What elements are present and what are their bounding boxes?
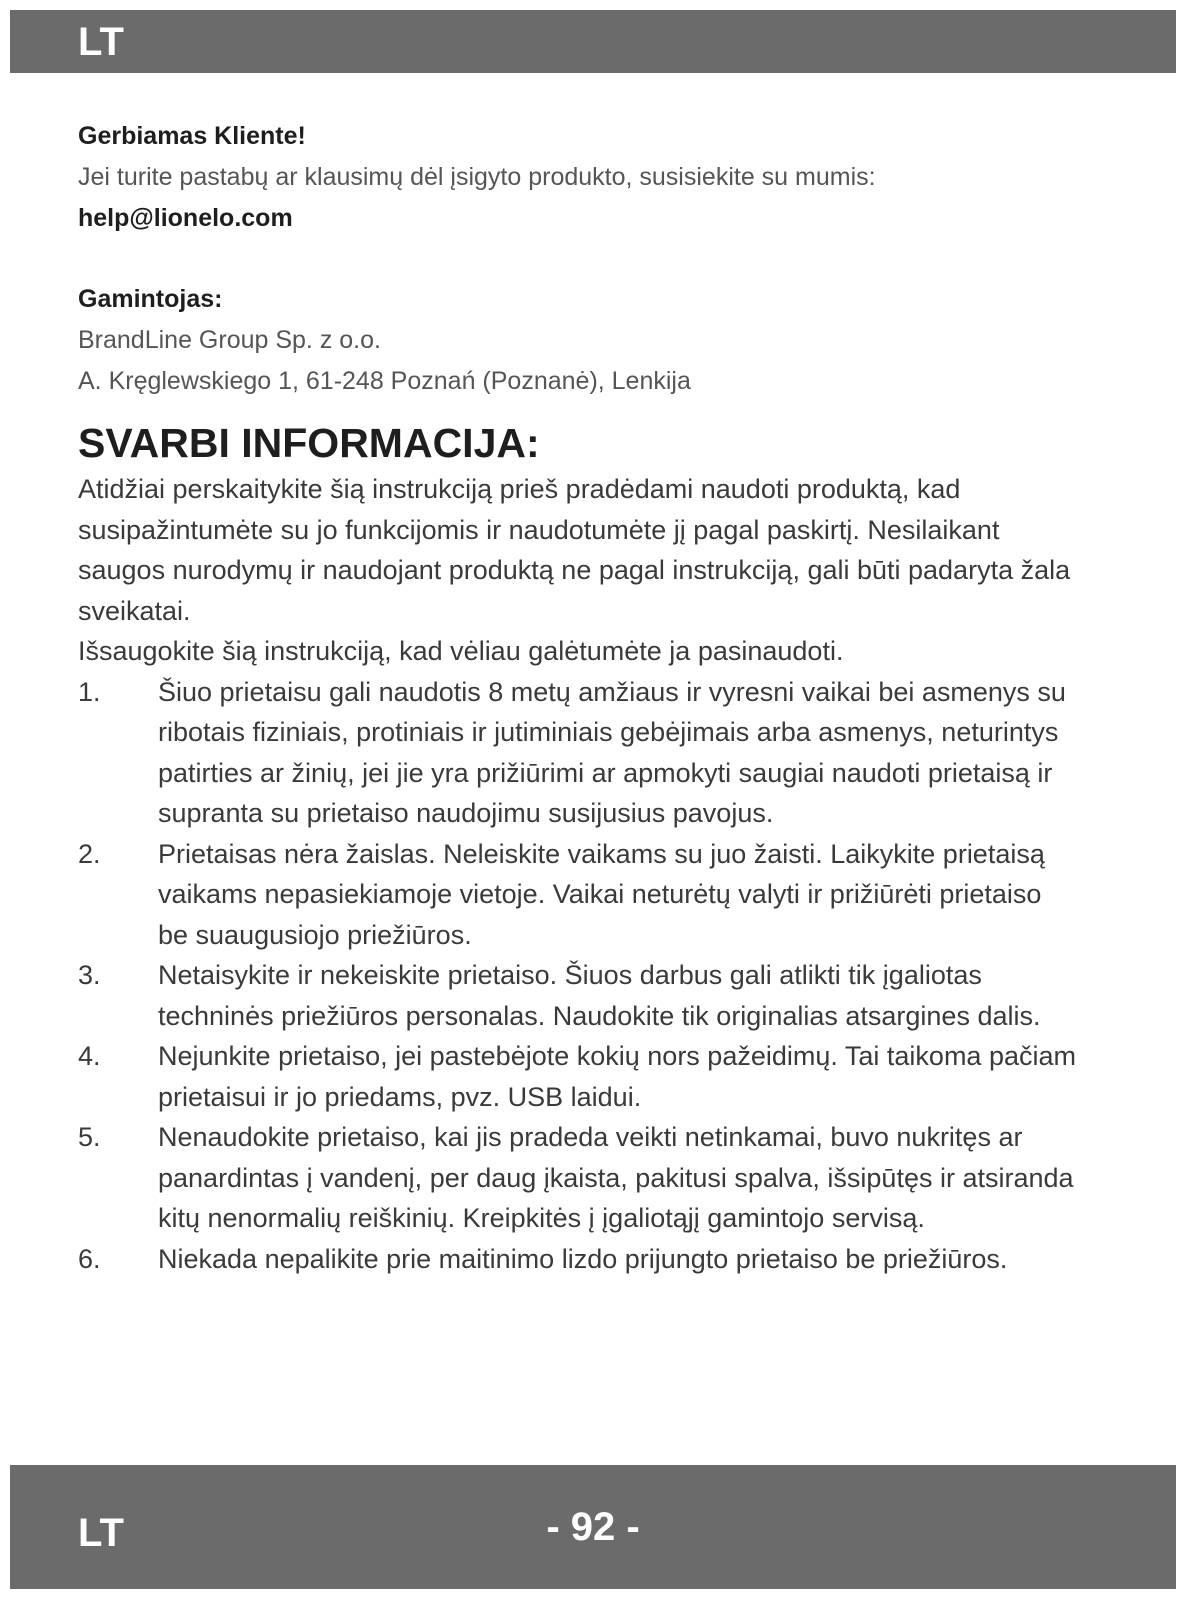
list-item-text: Nejunkite prietaiso, jei pastebėjote kokių nors pažeidimų. Tai taikoma pačiam prietaisui ir jo priedams, pvz. USB laidui.: [158, 1041, 1076, 1112]
list-item: [78, 672, 1078, 834]
list-item: [78, 834, 1078, 956]
greeting: Gerbiamas Kliente!: [78, 122, 306, 150]
keep-instructions: Išsaugokite šią instrukciją, kad vėliau galėtumėte ja pasinaudoti.: [78, 636, 844, 666]
header-bar: [10, 10, 1176, 73]
list-item: [78, 1036, 1078, 1117]
list-item-number: 3.: [78, 960, 101, 990]
manufacturer-address: A. Kręglewskiego 1, 61-248 Poznań (Poznanė), Lenkija: [78, 367, 691, 395]
manufacturer-company: BrandLine Group Sp. z o.o.: [78, 326, 381, 354]
language-code: LT: [78, 20, 124, 64]
list-item-text: Šiuo prietaisu gali naudotis 8 metų amžiaus ir vyresni vaikai bei asmenys su ribotais fiziniais, protiniais ir jutiminiais gebėjimais arba asmenys, neturintys patirties ar žinių, jei jie yra prižiūrimi ar apmokyti saugiai naudoti prietaisą ir supranta su prietaiso naudojimu susijusius pavojus.: [158, 676, 1066, 828]
list-item-number: 2.: [78, 838, 101, 869]
list-item: [78, 955, 1078, 1036]
list-item: [78, 1239, 1078, 1280]
footer-language-code: LT: [78, 1511, 124, 1555]
list-item-text: Niekada nepalikite prie maitinimo lizdo prijungto prietaiso be priežiūros.: [158, 1243, 1008, 1274]
list-item: [78, 1117, 1078, 1239]
page-content: [78, 116, 1078, 1279]
list-item-number: 1.: [78, 676, 101, 707]
manufacturer-label: Gamintojas:: [78, 285, 223, 313]
contact-section: [78, 116, 1078, 402]
list-item-text: Netaisykite ir nekeiskite prietaiso. Šiuos darbus gali atlikti tik įgaliotas techninės priežiūros personalas. Naudokite tik originalias atsargines dalis.: [158, 960, 1041, 1031]
list-item-number: 4.: [78, 1041, 101, 1071]
footer-bar: [10, 1465, 1176, 1589]
list-item-text: Prietaisas nėra žaislas. Neleiskite vaikams su juo žaisti. Laikykite prietaisą vaikams nepasiekiamoje vietoje. Vaikai neturėtų valyti ir prižiūrėti prietaiso be suaugusiojo priežiūros.: [158, 838, 1045, 950]
intro-paragraph: Atidžiai perskaitykite šią instrukciją prieš pradėdami naudoti produktą, kad susipažintumėte su jo funkcijomis ir naudotumėte jį pagal paskirtį. Nesilaikant saugos nurodymų ir naudojant produktą ne pagal instrukciją, gali būti padaryta žala sveikatai.: [78, 474, 1071, 626]
list-item-number: 5.: [78, 1122, 101, 1152]
list-item-text: Nenaudokite prietaiso, kai jis pradeda veikti netinkamai, buvo nukritęs ar panardintas į vandenį, per daug įkaista, pakitusi spalva, išsipūtęs ir atsiranda kitų nenormalių reiškinių. Kreipkitės į įgaliotąjį gamintojo servisą.: [158, 1122, 1074, 1233]
contact-email: help@lionelo.com: [78, 204, 293, 232]
contact-message: Jei turite pastabų ar klausimų dėl įsigyto produkto, susisiekite su mumis:: [78, 163, 876, 191]
safety-list: [78, 672, 1078, 1280]
page-number: - 92 -: [546, 1505, 640, 1549]
section-heading: SVARBI INFORMACIJA:: [78, 420, 540, 466]
list-item-number: 6.: [78, 1243, 101, 1274]
